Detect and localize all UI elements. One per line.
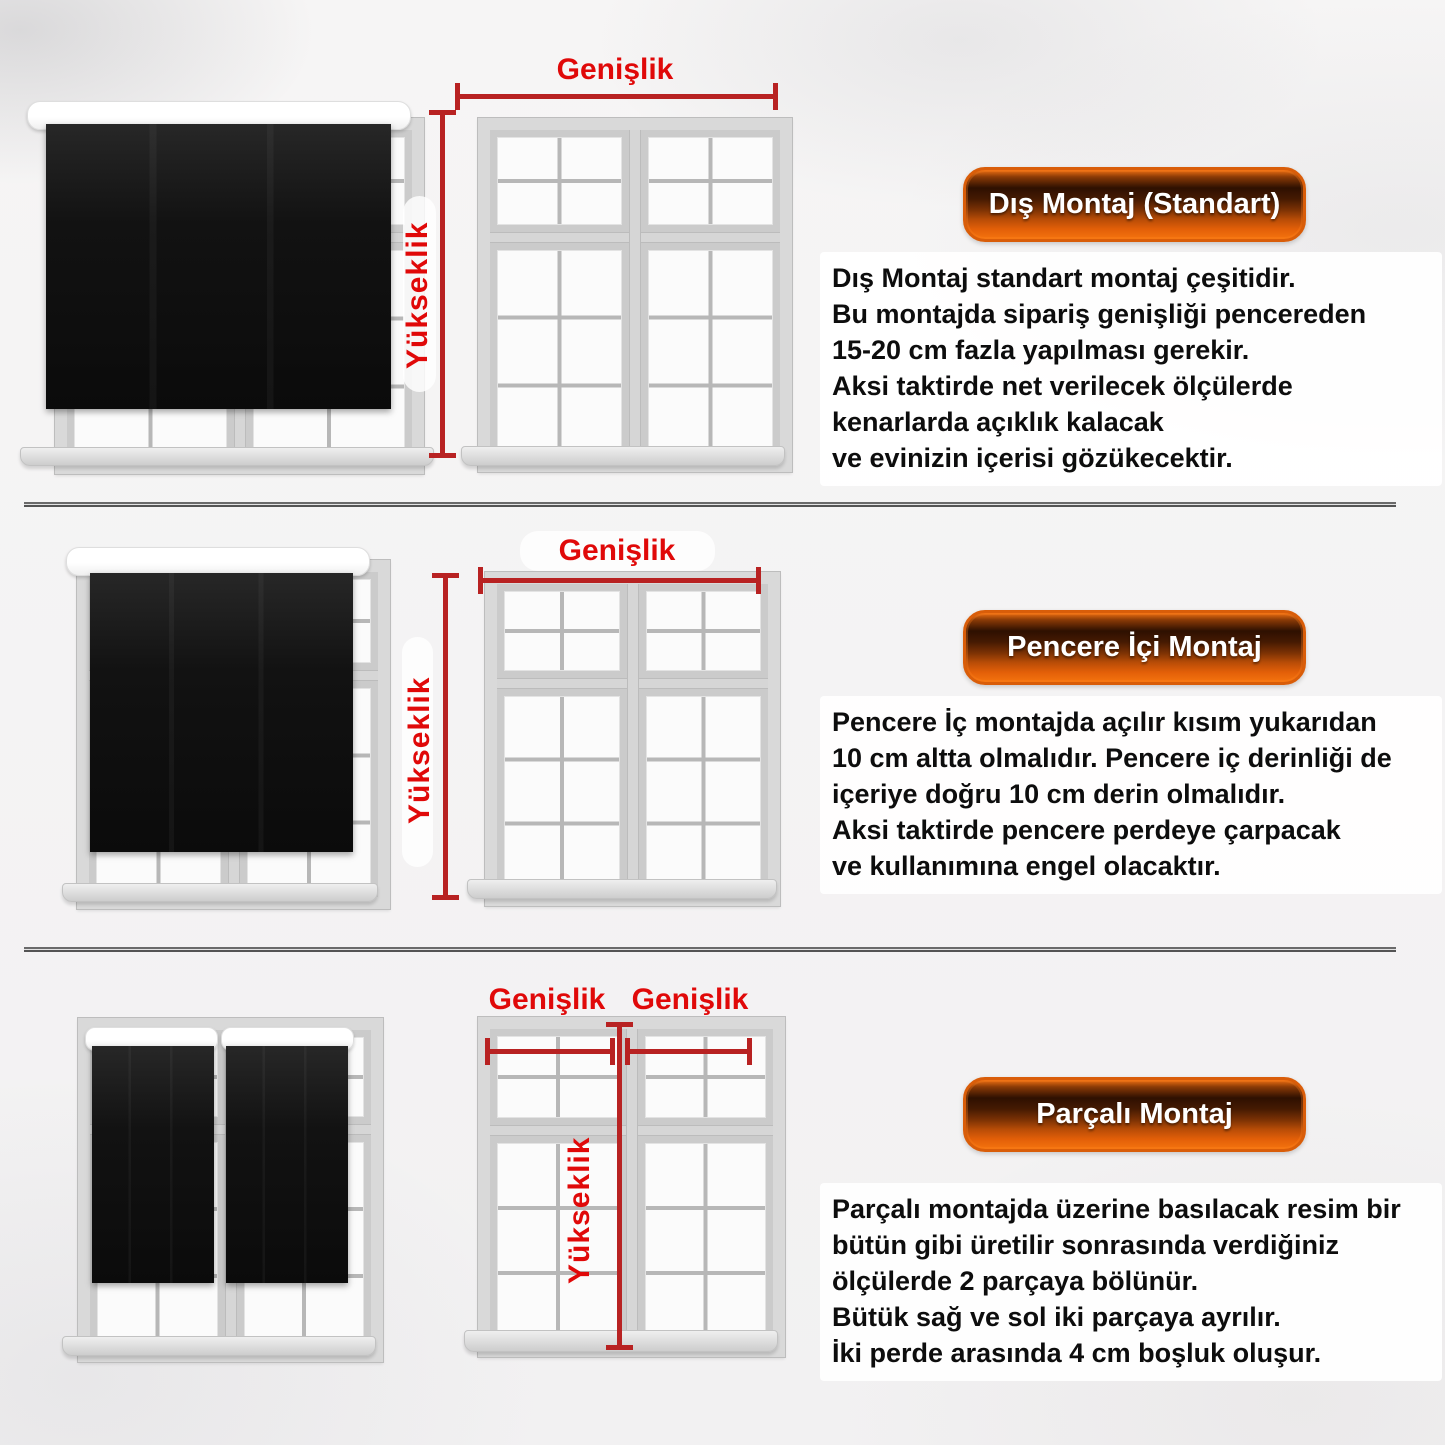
window-transom bbox=[497, 678, 627, 689]
mount-type-badge: Pencere İçi Montaj bbox=[963, 610, 1306, 685]
description-line: Bütük sağ ve sol iki parçaya ayrılır. bbox=[832, 1302, 1281, 1332]
description-line: İki perde arasında 4 cm boşluk oluşur. bbox=[832, 1338, 1322, 1368]
description-line: Pencere İç montajda açılır kısım yukarıdan bbox=[832, 707, 1377, 737]
description-line: ve evinizin içerisi gözükecektir. bbox=[832, 443, 1233, 473]
width-label: Genişlik bbox=[558, 534, 676, 567]
mount-type-description bbox=[820, 696, 1442, 894]
width-label-right: Genişlik bbox=[631, 983, 749, 1016]
height-label: Yükseklik bbox=[563, 1136, 596, 1284]
mount-type-description bbox=[820, 252, 1442, 486]
description-line: 15-20 cm fazla yapılması gerekir. bbox=[832, 335, 1250, 365]
section-divider bbox=[24, 502, 1396, 507]
window-transom bbox=[639, 678, 769, 689]
height-label: Yükseklik bbox=[401, 221, 434, 369]
blind-cloth-right bbox=[226, 1046, 348, 1283]
window-bottom-sash bbox=[641, 243, 780, 460]
description-line: ve kullanımına engel olacaktır. bbox=[832, 851, 1221, 881]
width-measure-line-left bbox=[485, 1049, 615, 1054]
window-diagram bbox=[485, 572, 780, 906]
window-bottom-sash bbox=[639, 689, 769, 894]
width-label: Genişlik bbox=[556, 53, 674, 86]
blind-cloth-left bbox=[92, 1046, 214, 1283]
width-measure-line bbox=[455, 94, 778, 99]
section-divider bbox=[24, 947, 1396, 952]
window-top-sash bbox=[638, 1029, 774, 1125]
description-line: Aksi taktirde net verilecek ölçülerde bbox=[832, 371, 1293, 401]
window-diagram bbox=[478, 118, 792, 472]
window-mullion bbox=[629, 130, 641, 460]
description-line: 10 cm altta olmalıdır. Pencere iç derinliği de bbox=[832, 743, 1392, 773]
window-mullion bbox=[627, 584, 639, 894]
blind-cassette bbox=[66, 547, 370, 576]
description-line: Aksi taktirde pencere perdeye çarpacak bbox=[832, 815, 1341, 845]
window-sill bbox=[467, 879, 777, 899]
window-sill bbox=[62, 1336, 376, 1356]
width-measure-line-right bbox=[625, 1049, 752, 1054]
window-bottom-sash bbox=[490, 243, 629, 460]
window-top-sash bbox=[490, 130, 629, 232]
window-top-sash bbox=[497, 584, 627, 678]
window-transom bbox=[641, 232, 780, 243]
window-sill bbox=[461, 446, 785, 466]
blind-cloth bbox=[90, 573, 353, 852]
window-sill bbox=[62, 883, 378, 902]
window-transom bbox=[490, 232, 629, 243]
mount-type-badge: Parçalı Montaj bbox=[963, 1077, 1306, 1152]
description-line: içeriye doğru 10 cm derin olmalıdır. bbox=[832, 779, 1286, 809]
height-label: Yükseklik bbox=[403, 676, 436, 824]
window-top-sash bbox=[639, 584, 769, 678]
window-bottom-sash bbox=[638, 1136, 774, 1345]
window-diagram bbox=[478, 1017, 785, 1357]
description-line: Dış Montaj standart montaj çeşitidir. bbox=[832, 263, 1296, 293]
description-line: kenarlarda açıklık kalacak bbox=[832, 407, 1164, 437]
window-bottom-sash bbox=[497, 689, 627, 894]
height-measure-line bbox=[617, 1022, 622, 1350]
window-mullion bbox=[626, 1029, 638, 1345]
description-line: bütün gibi üretilir sonrasında verdiğiniz bbox=[832, 1230, 1340, 1260]
mount-type-badge: Dış Montaj (Standart) bbox=[963, 167, 1306, 242]
mount-type-description bbox=[820, 1183, 1442, 1381]
width-measure-line bbox=[478, 578, 761, 583]
window-top-sash bbox=[641, 130, 780, 232]
width-label-left: Genişlik bbox=[488, 983, 606, 1016]
window-sill bbox=[20, 447, 434, 466]
blind-cloth bbox=[46, 124, 391, 409]
window-transom bbox=[638, 1125, 774, 1136]
description-line: Bu montajda sipariş genişliği pencereden bbox=[832, 299, 1367, 329]
description-line: ölçülerde 2 parçaya bölünür. bbox=[832, 1266, 1199, 1296]
description-line: Parçalı montajda üzerine basılacak resim bir bbox=[832, 1194, 1401, 1224]
